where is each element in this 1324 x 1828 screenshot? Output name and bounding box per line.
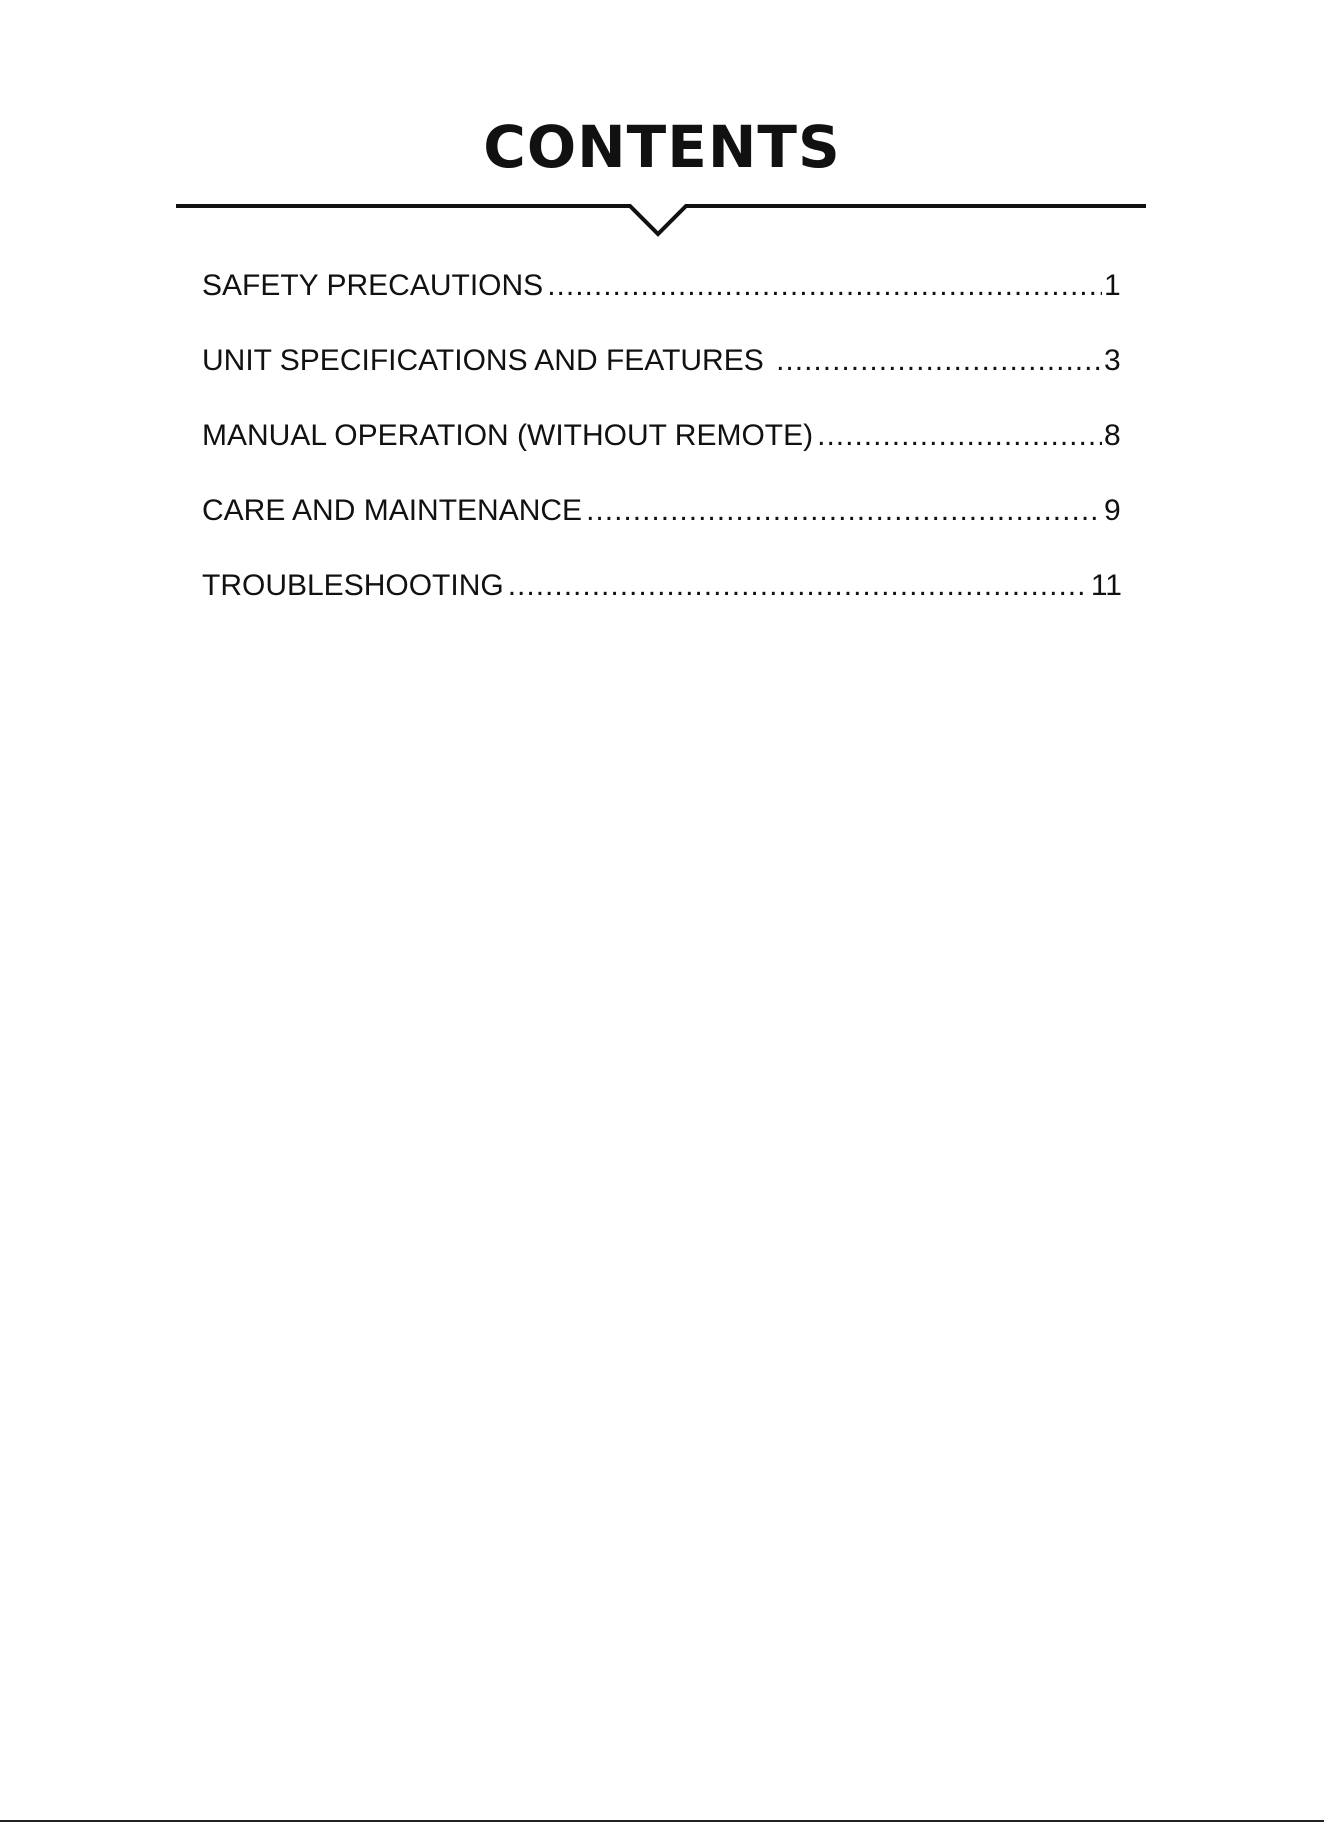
toc-dot-leader: [547, 264, 1102, 308]
toc-entry-troubleshooting[interactable]: [202, 564, 1122, 639]
toc-page-number: 1: [1104, 269, 1121, 302]
toc-page-number: 3: [1104, 344, 1121, 377]
toc-page-number: 8: [1104, 419, 1121, 452]
toc-entry-manual-operation[interactable]: [202, 414, 1122, 489]
toc-entry-unit-specifications[interactable]: [202, 339, 1122, 414]
table-of-contents: [202, 264, 1122, 639]
toc-entry-title: CARE AND MAINTENANCE: [202, 494, 583, 527]
toc-entry-title: TROUBLESHOOTING: [202, 569, 504, 602]
toc-entry-care-and-maintenance[interactable]: [202, 489, 1122, 564]
toc-page-number: 9: [1104, 494, 1121, 527]
toc-entry-title: MANUAL OPERATION (WITHOUT REMOTE): [202, 419, 814, 452]
page-title: CONTENTS: [483, 113, 841, 181]
toc-dot-leader: [508, 564, 1089, 608]
toc-entry-title: SAFETY PRECAUTIONS: [202, 269, 544, 302]
toc-entry-safety-precautions[interactable]: [202, 264, 1122, 339]
title-divider: [174, 198, 1148, 246]
toc-page-number: 11: [1090, 569, 1122, 602]
toc-entry-title: UNIT SPECIFICATIONS AND FEATURES: [202, 344, 773, 377]
toc-dot-leader: [586, 489, 1102, 533]
page-bottom-border: [0, 1820, 1324, 1822]
toc-dot-leader: [776, 339, 1102, 383]
toc-dot-leader: [817, 414, 1102, 458]
